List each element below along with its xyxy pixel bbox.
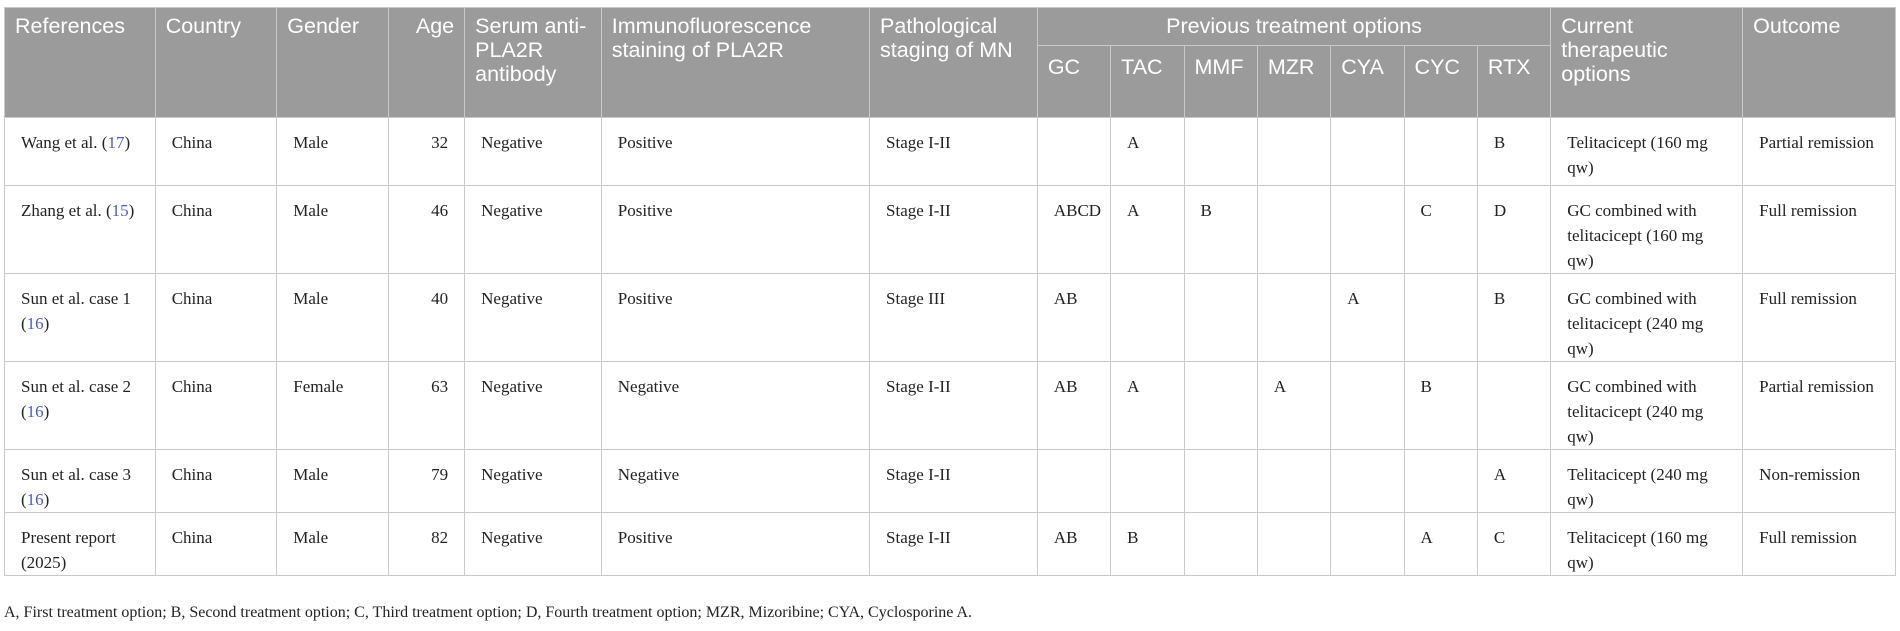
mzr-cell <box>1257 274 1330 362</box>
age-cell: 63 <box>388 362 464 450</box>
cyc-cell: A <box>1404 513 1477 576</box>
rtx-cell: A <box>1477 450 1550 513</box>
cya-cell <box>1331 450 1404 513</box>
mzr-cell: A <box>1257 362 1330 450</box>
rtx-cell: B <box>1477 274 1550 362</box>
gc-cell: ABCD <box>1037 186 1110 274</box>
table-body <box>5 118 1896 576</box>
reference-text: Sun et al. case 2 <box>21 377 131 396</box>
age-cell: 46 <box>388 186 464 274</box>
gc-cell: AB <box>1037 513 1110 576</box>
mzr-cell <box>1257 450 1330 513</box>
staining-cell: Positive <box>601 513 869 576</box>
reference-cell <box>5 513 156 576</box>
current-therapy-cell: Telitacicept (240 mg qw) <box>1551 450 1743 513</box>
mzr-cell <box>1257 513 1330 576</box>
header-references: References <box>5 8 156 118</box>
staging-cell: Stage I-II <box>870 450 1038 513</box>
reference-text: Wang et al. <box>21 133 98 152</box>
staging-cell: Stage I-II <box>870 118 1038 186</box>
age-cell: 40 <box>388 274 464 362</box>
age-cell: 32 <box>388 118 464 186</box>
serum-cell: Negative <box>465 186 602 274</box>
gender-cell: Male <box>277 513 389 576</box>
current-therapy-cell: GC combined with telitacicept (240 mg qw) <box>1551 362 1743 450</box>
mmf-cell: B <box>1184 186 1257 274</box>
header-cya: CYA <box>1331 46 1404 118</box>
reference-cell: Sun et al. case 3 (16) <box>5 450 156 513</box>
cya-cell <box>1331 513 1404 576</box>
cya-cell: A <box>1331 274 1404 362</box>
reference-text: Present report (2025) <box>21 528 116 572</box>
mmf-cell <box>1184 450 1257 513</box>
reference-link[interactable]: 15 <box>111 201 129 220</box>
header-pathological-staging: Pathological staging of MN <box>870 8 1038 118</box>
gender-cell: Male <box>277 118 389 186</box>
staining-cell: Positive <box>601 186 869 274</box>
rtx-cell: C <box>1477 513 1550 576</box>
reference-text: Sun et al. case 1 <box>21 289 131 308</box>
outcome-cell: Partial remission <box>1743 118 1896 186</box>
header-mzr: MZR <box>1257 46 1330 118</box>
reference-text: Sun et al. case 3 <box>21 465 131 484</box>
cya-cell <box>1331 362 1404 450</box>
tac-cell <box>1111 274 1184 362</box>
tac-cell <box>1111 450 1184 513</box>
age-cell: 79 <box>388 450 464 513</box>
header-mmf: MMF <box>1184 46 1257 118</box>
table-footnote: A, First treatment option; B, Second treatment option; C, Third treatment option; D, Fourth treatment option; MZR, Mizoribine; CYA, Cyclosporine A. <box>4 604 973 621</box>
serum-cell: Negative <box>465 513 602 576</box>
tac-cell: B <box>1111 513 1184 576</box>
gender-cell: Male <box>277 186 389 274</box>
cya-cell <box>1331 186 1404 274</box>
cyc-cell: C <box>1404 186 1477 274</box>
current-therapy-cell: GC combined with telitacicept (160 mg qw) <box>1551 186 1743 274</box>
staging-cell: Stage I-II <box>870 513 1038 576</box>
serum-cell: Negative <box>465 362 602 450</box>
reference-cell: Sun et al. case 2 (16) <box>5 362 156 450</box>
gender-cell: Male <box>277 450 389 513</box>
reference-link[interactable]: 16 <box>26 314 44 333</box>
rtx-cell <box>1477 362 1550 450</box>
age-cell: 82 <box>388 513 464 576</box>
cyc-cell <box>1404 450 1477 513</box>
header-immunofluorescence: Immunofluorescence staining of PLA2R <box>601 8 869 118</box>
cya-cell <box>1331 118 1404 186</box>
current-therapy-cell: Telitacicept (160 mg qw) <box>1551 118 1743 186</box>
table-row <box>5 450 1896 513</box>
header-gc: GC <box>1037 46 1110 118</box>
mzr-cell <box>1257 186 1330 274</box>
serum-cell: Negative <box>465 118 602 186</box>
reference-cell: Zhang et al. (15) <box>5 186 156 274</box>
reference-link[interactable]: 16 <box>26 402 44 421</box>
cyc-cell: B <box>1404 362 1477 450</box>
header-country: Country <box>155 8 277 118</box>
reference-text: Zhang et al. <box>21 201 102 220</box>
outcome-cell: Partial remission <box>1743 362 1896 450</box>
staining-cell: Positive <box>601 118 869 186</box>
comparison-table <box>4 7 1896 576</box>
table-row <box>5 186 1896 274</box>
reference-link[interactable]: 16 <box>26 490 44 509</box>
current-therapy-cell: Telitacicept (160 mg qw) <box>1551 513 1743 576</box>
mzr-cell <box>1257 118 1330 186</box>
gc-cell: AB <box>1037 362 1110 450</box>
mmf-cell <box>1184 513 1257 576</box>
cyc-cell <box>1404 274 1477 362</box>
table-row <box>5 362 1896 450</box>
staging-cell: Stage I-II <box>870 362 1038 450</box>
gc-cell: AB <box>1037 274 1110 362</box>
country-cell: China <box>155 450 277 513</box>
gender-cell: Female <box>277 362 389 450</box>
header-serum-antibody: Serum anti-PLA2R antibody <box>465 8 602 118</box>
serum-cell: Negative <box>465 274 602 362</box>
tac-cell: A <box>1111 118 1184 186</box>
rtx-cell: D <box>1477 186 1550 274</box>
header-rtx: RTX <box>1477 46 1550 118</box>
rtx-cell: B <box>1477 118 1550 186</box>
table-row <box>5 118 1896 186</box>
header-outcome: Outcome <box>1743 8 1896 118</box>
table-row <box>5 274 1896 362</box>
mmf-cell <box>1184 118 1257 186</box>
staining-cell: Negative <box>601 362 869 450</box>
outcome-cell: Non-remission <box>1743 450 1896 513</box>
mmf-cell <box>1184 274 1257 362</box>
country-cell: China <box>155 513 277 576</box>
header-previous-treatment: Previous treatment options <box>1037 8 1550 46</box>
current-therapy-cell: GC combined with telitacicept (240 mg qw) <box>1551 274 1743 362</box>
reference-cell: Sun et al. case 1 (16) <box>5 274 156 362</box>
outcome-cell: Full remission <box>1743 513 1896 576</box>
country-cell: China <box>155 118 277 186</box>
country-cell: China <box>155 274 277 362</box>
cyc-cell <box>1404 118 1477 186</box>
outcome-cell: Full remission <box>1743 186 1896 274</box>
tac-cell: A <box>1111 186 1184 274</box>
header-current-therapeutic: Current therapeutic options <box>1551 8 1743 118</box>
header-gender: Gender <box>277 8 389 118</box>
mmf-cell <box>1184 362 1257 450</box>
country-cell: China <box>155 186 277 274</box>
reference-cell: Wang et al. (17) <box>5 118 156 186</box>
country-cell: China <box>155 362 277 450</box>
header-cyc: CYC <box>1404 46 1477 118</box>
gc-cell <box>1037 450 1110 513</box>
table-row <box>5 513 1896 576</box>
header-tac: TAC <box>1111 46 1184 118</box>
header-age: Age <box>388 8 464 118</box>
reference-link[interactable]: 17 <box>107 133 125 152</box>
tac-cell: A <box>1111 362 1184 450</box>
gc-cell <box>1037 118 1110 186</box>
outcome-cell: Full remission <box>1743 274 1896 362</box>
serum-cell: Negative <box>465 450 602 513</box>
staining-cell: Negative <box>601 450 869 513</box>
staining-cell: Positive <box>601 274 869 362</box>
staging-cell: Stage III <box>870 274 1038 362</box>
staging-cell: Stage I-II <box>870 186 1038 274</box>
gender-cell: Male <box>277 274 389 362</box>
